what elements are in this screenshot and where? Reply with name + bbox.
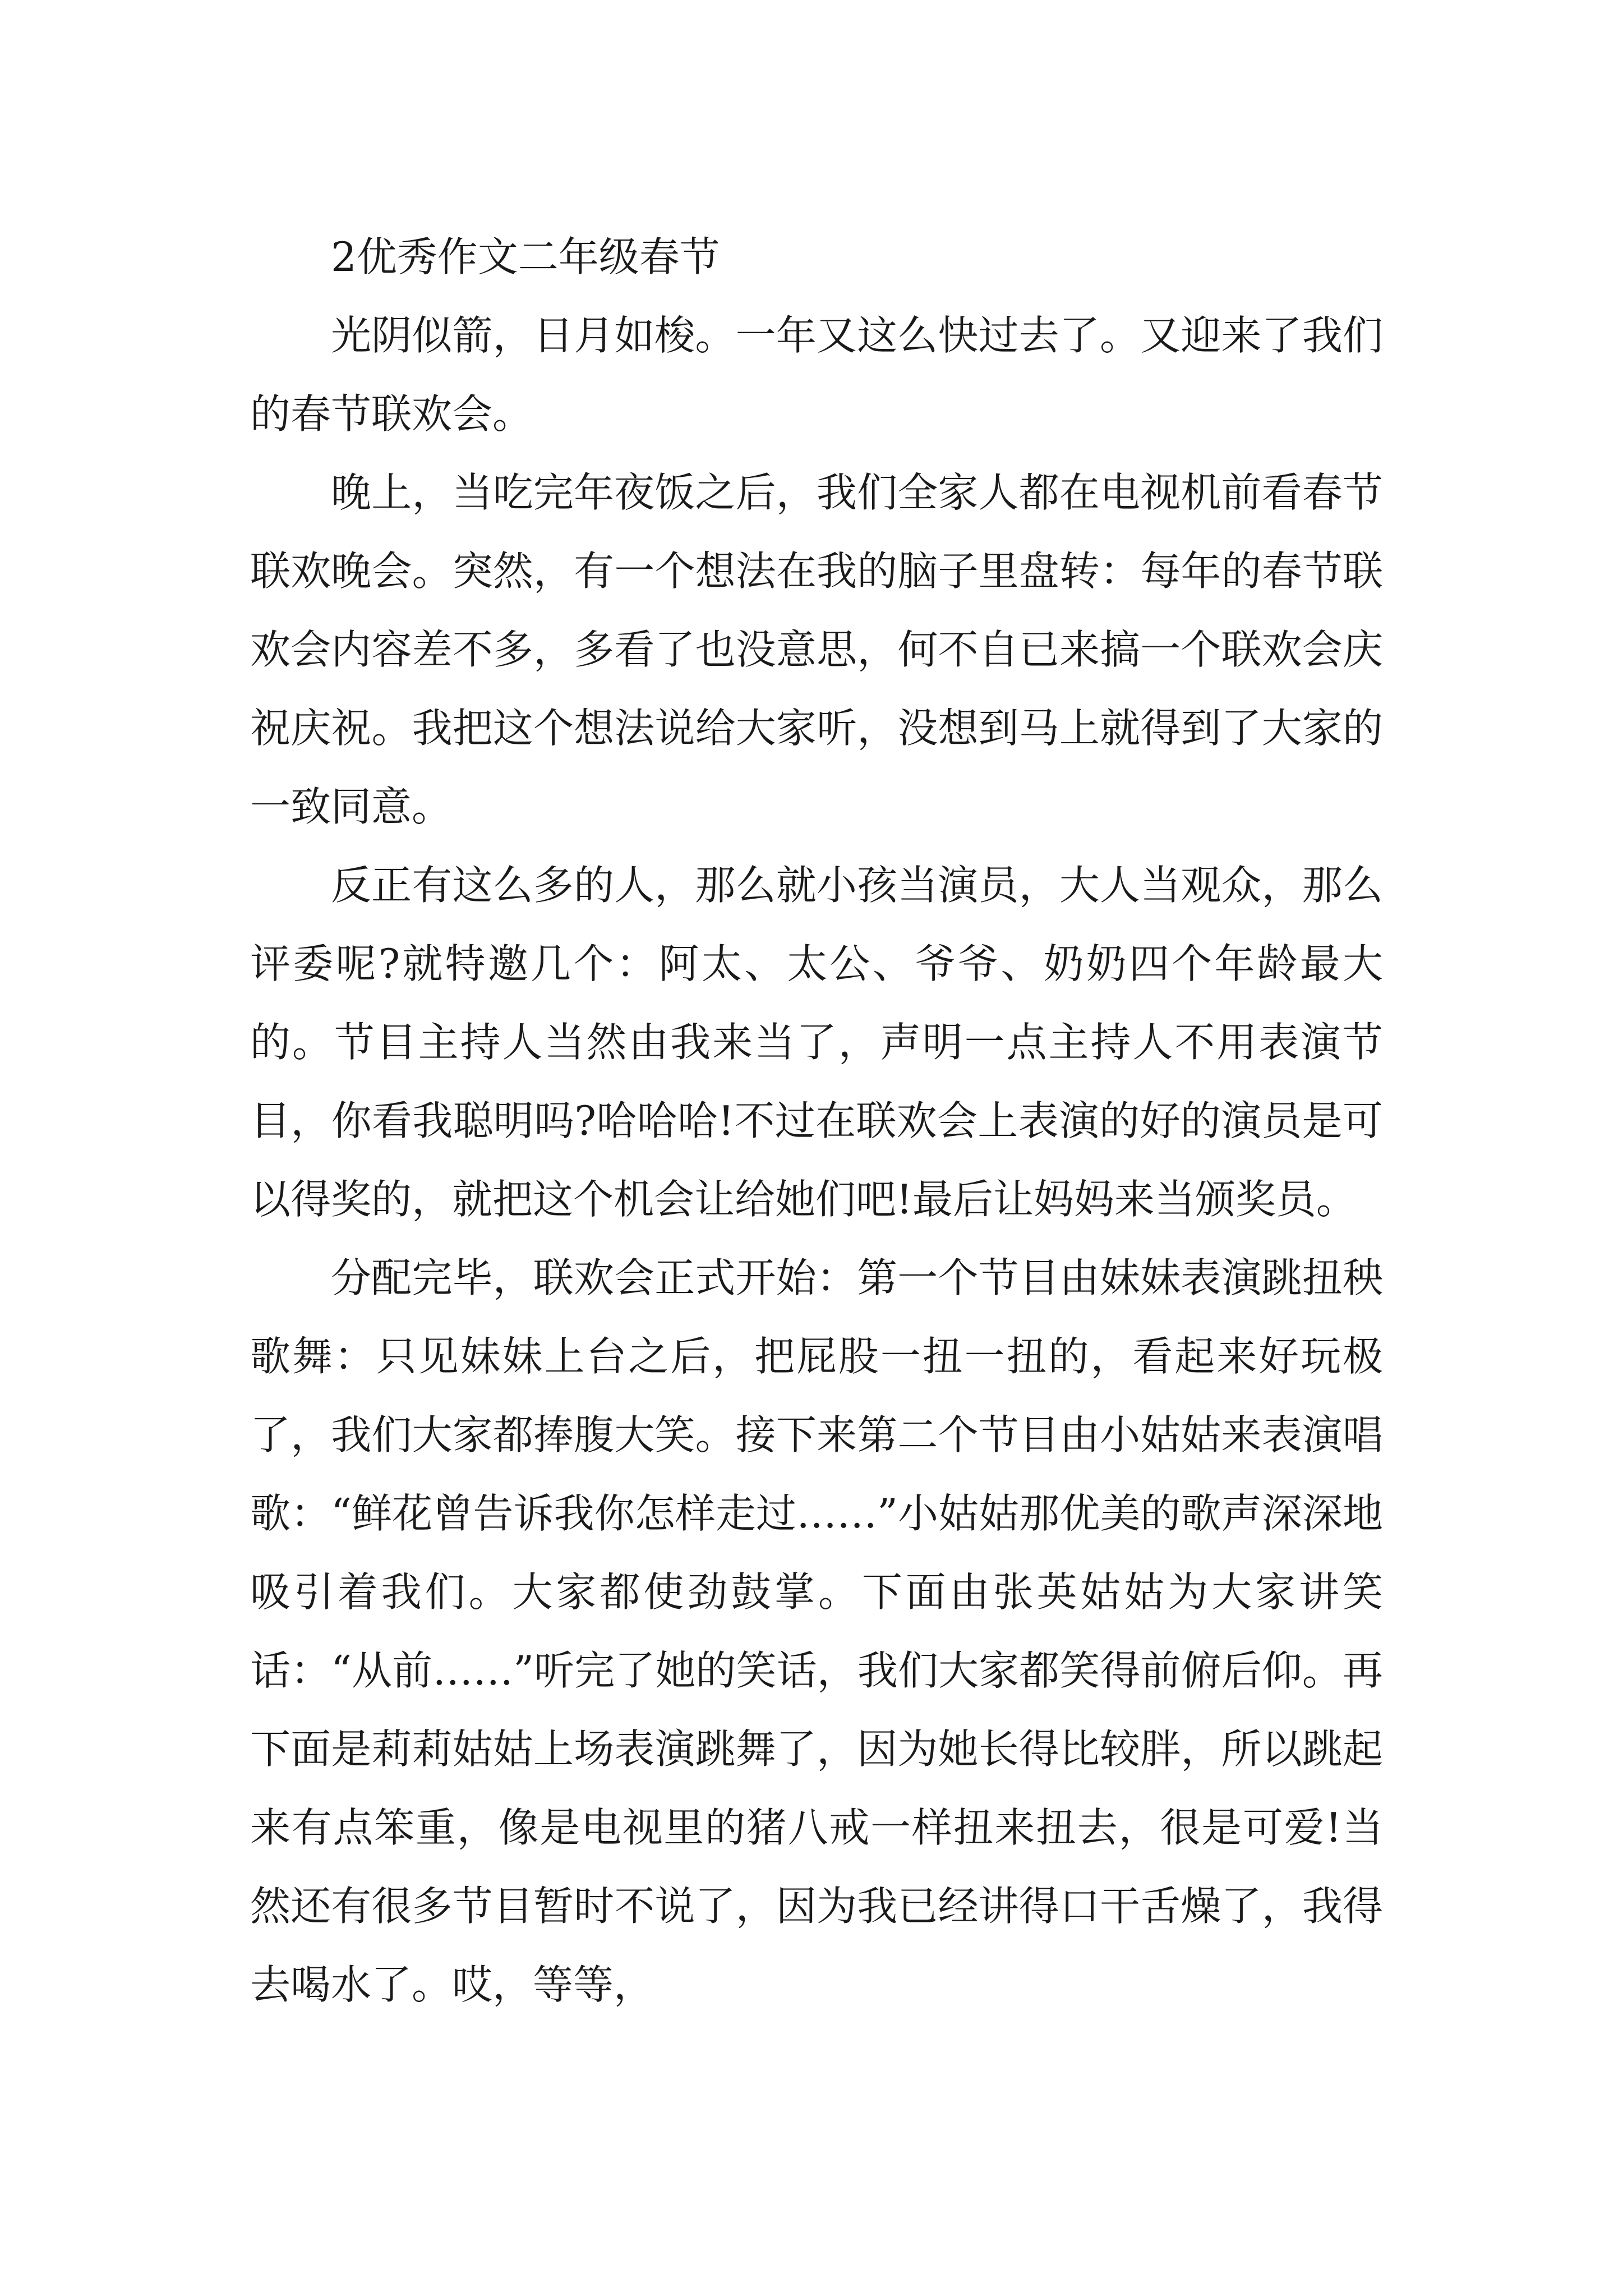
document-title: 2优秀作文二年级春节 <box>331 233 720 280</box>
paragraph-3: 反正有这么多的人，那么就小孩当演员，大人当观众，那么评委呢?就特邀几个：阿太、太公、爷爷、奶奶四个年龄最大的。节目主持人当然由我来当了，声明一点主持人不用表演节目，你看我聪明吗?哈哈哈!不过在联欢会上表演的好的演员是可以得奖的，就把这个机会让给她们吧!最后让妈妈来当颁奖员。 <box>250 862 1383 1223</box>
paragraph-2: 晚上，当吃完年夜饭之后，我们全家人都在电视机前看春节联欢晚会。突然，有一个想法在我的脑子里盘转：每年的春节联欢会内容差不多，多看了也没意思，何不自已来搞一个联欢会庆祝庆祝。我把这个想法说给大家听，没想到马上就得到了大家的一致同意。 <box>250 469 1383 830</box>
paragraph-1: 光阴似箭，日月如梭。一年又这么快过去了。又迎来了我们的春节联欢会。 <box>250 312 1383 438</box>
paragraph-4: 分配完毕，联欢会正式开始：第一个节目由妹妹表演跳扭秧歌舞：只见妹妹上台之后，把屁股一扭一扭的，看起来好玩极了，我们大家都捧腹大笑。接下来第二个节目由小姑姑来表演唱歌：“鲜花曾告诉我你怎样走过……”小姑姑那优美的歌声深深地吸引着我们。大家都使劲鼓掌。下面由张英姑姑为大家讲笑话：“从前……”听完了她的笑话，我们大家都笑得前俯后仰。再下面是莉莉姑姑上场表演跳舞了，因为她长得比较胖，所以跳起来有点笨重，像是电视里的猪八戒一样扭来扭去，很是可爱!当然还有很多节目暂时不说了，因为我已经讲得口干舌燥了，我得去喝水了。哎，等等， <box>250 1254 1383 2008</box>
document-body <box>250 218 1383 2024</box>
